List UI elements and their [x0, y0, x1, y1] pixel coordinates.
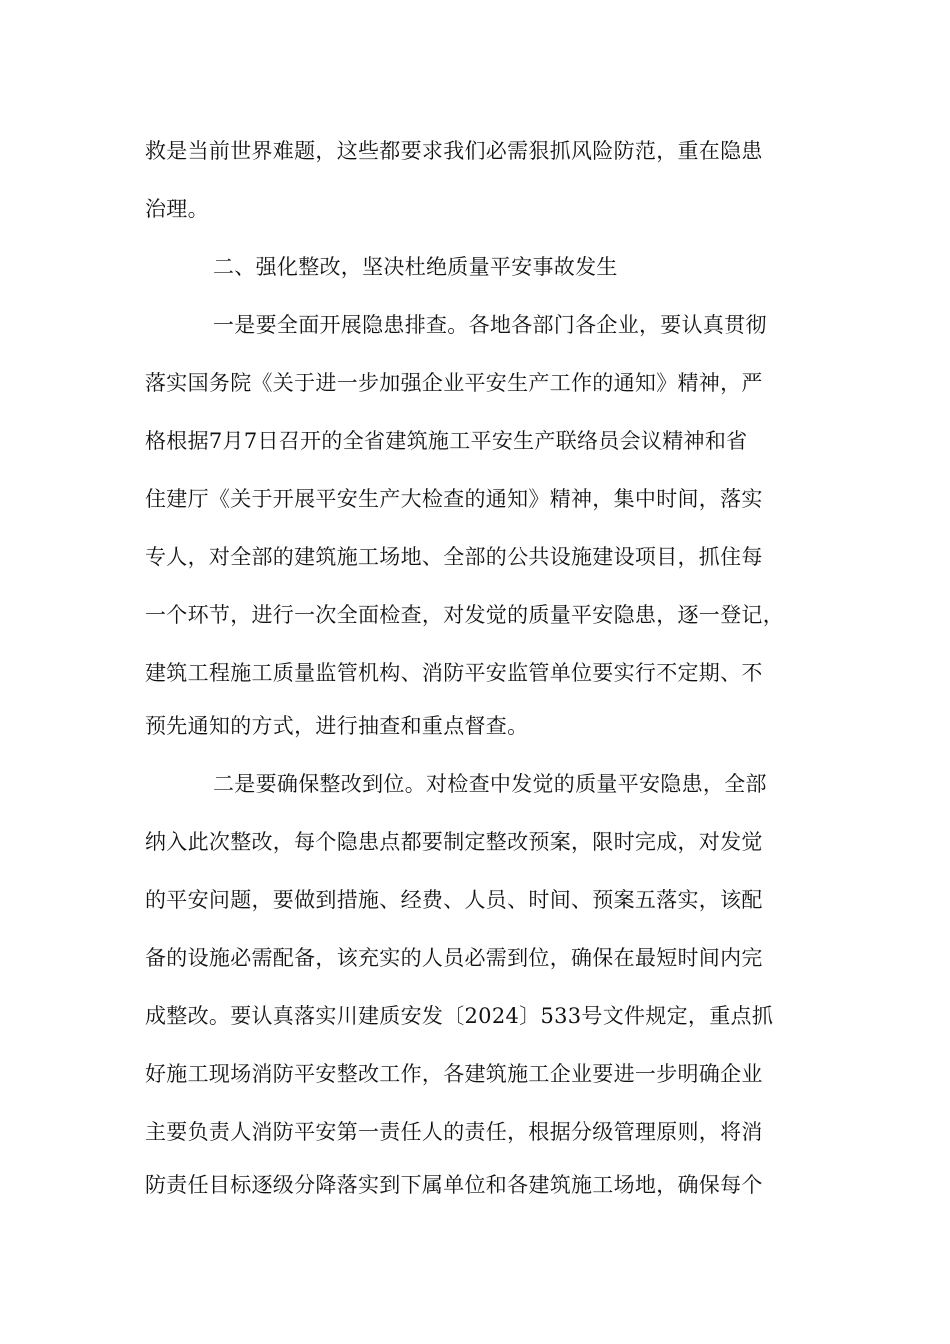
- text-line: 建筑工程施工质量监管机构、消防平安监管单位要实行不定期、不: [145, 661, 763, 685]
- text-line: 住建厅《关于开展平安生产大检查的通知》精神，集中时间，落实: [145, 487, 763, 511]
- text-line: 防责任目标逐级分降落实到下属单位和各建筑施工场地，确保每个: [145, 1173, 763, 1197]
- text-line: 二是要确保整改到位。对检查中发觉的质量平安隐患，全部: [213, 772, 767, 796]
- text-line: 落实国务院《关于进一步加强企业平安生产工作的通知》精神，严: [145, 371, 763, 395]
- text-line: 格根据7月7日召开的全省建筑施工平安生产联络员会议精神和省: [145, 429, 748, 453]
- text-line: 纳入此次整改，每个隐患点都要制定整改预案，限时完成，对发觉: [145, 830, 763, 854]
- text-line: 救是当前世界难题，这些都要求我们必需狠抓风险防范，重在隐患: [145, 139, 763, 163]
- section-heading: 二、强化整改，坚决杜绝质量平安事故发生: [213, 255, 618, 279]
- text-line: 一个环节，进行一次全面检查，对发觉的质量平安隐患，逐一登记，: [145, 603, 784, 627]
- text-line: 一是要全面开展隐患排查。各地各部门各企业，要认真贯彻: [213, 313, 767, 337]
- text-line: 好施工现场消防平安整改工作，各建筑施工企业要进一步明确企业: [145, 1062, 763, 1086]
- text-line: 成整改。要认真落实川建质安发〔2024〕533号文件规定，重点抓: [145, 1004, 774, 1028]
- text-line: 主要负责人消防平安第一责任人的责任，根据分级管理原则，将消: [145, 1120, 763, 1144]
- text-line: 备的设施必需配备，该充实的人员必需到位，确保在最短时间内完: [145, 946, 763, 970]
- text-line: 的平安问题，要做到措施、经费、人员、时间、预案五落实，该配: [145, 888, 763, 912]
- text-line: 预先通知的方式，进行抽查和重点督查。: [145, 714, 529, 738]
- text-line: 治理。: [145, 197, 209, 221]
- text-line: 专人，对全部的建筑施工场地、全部的公共设施建设项目，抓住每: [145, 545, 763, 569]
